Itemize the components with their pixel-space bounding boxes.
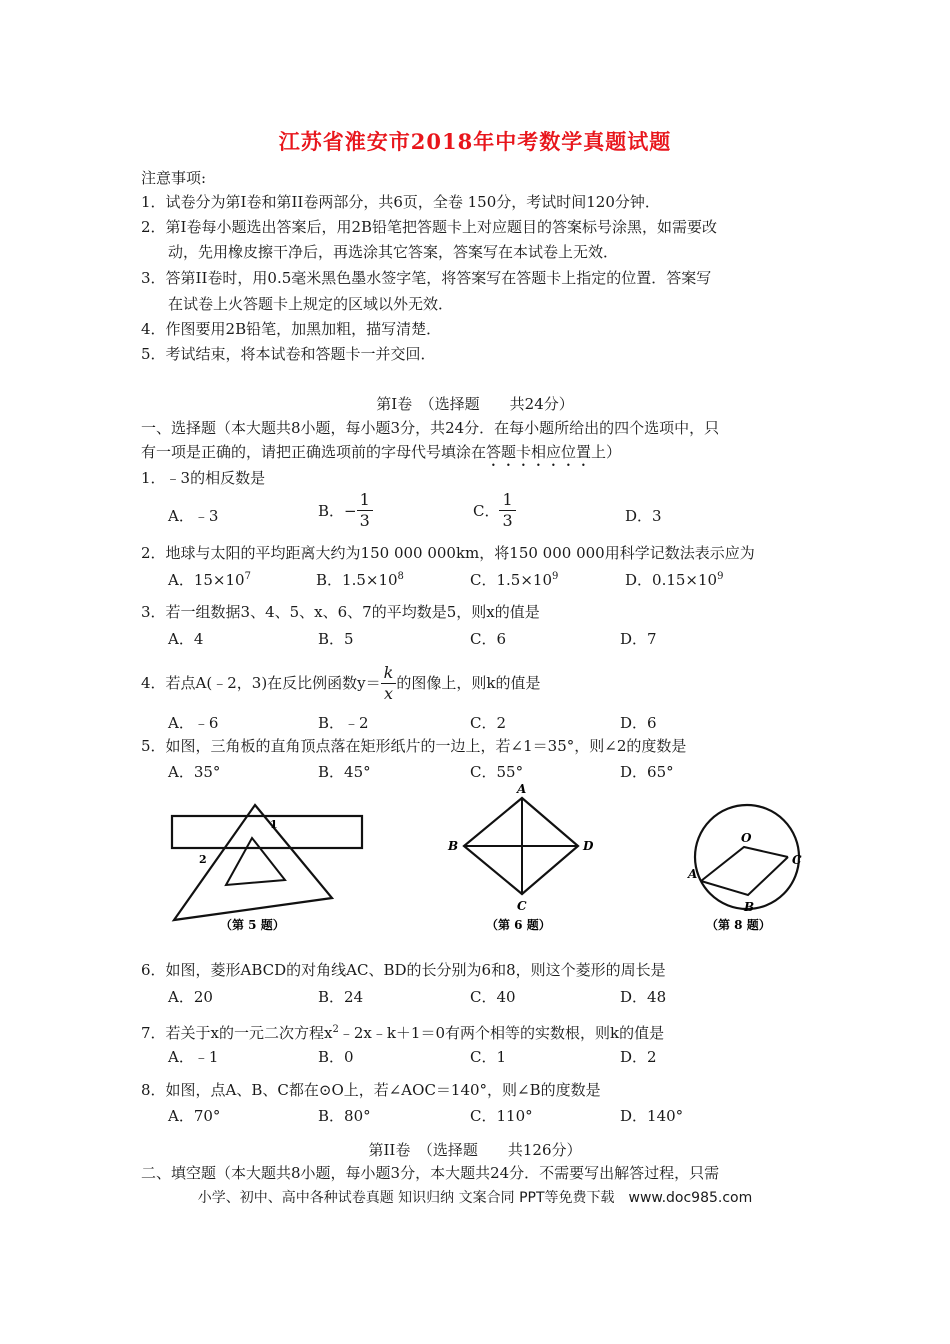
q2-option-a [168,569,251,590]
fig5-triangle-outer [174,805,332,920]
q6-option-b: B．24 [318,988,364,1006]
fig8-radii [701,847,788,881]
q5-option-d: D．65° [620,763,674,781]
q5-option-c: C．55° [470,763,524,781]
fig8-circle [695,805,799,909]
q2-a-base: A．15×10 [168,571,245,589]
q3-stem: 3．若一组数据3、4、5、x、6、7的平均数是5，则x的值是 [141,603,540,621]
fig5-label-2: 2 [199,853,207,866]
q6-option-a: A．20 [168,988,213,1006]
q8-option-c: C．110° [470,1107,533,1125]
q2-option-b [316,569,404,590]
q1-c-den: 3 [502,511,513,530]
notice-item: 3．答第II卷时，用0.5毫米黑色墨水签字笔，将答案写在答题卡上指定的位置．答案写 [141,269,712,287]
q3-option-a: A．4 [168,630,204,648]
fig6-label-a: A [517,782,527,796]
part2-instructions: 二、填空题（本大题共8小题，每小题3分，本大题共24分．不需要写出解答过程，只需 [141,1164,720,1182]
fig8-label-b: B [744,900,755,914]
q3-option-c: C．6 [470,630,507,648]
fig8-caption: （第 8 题） [706,918,771,932]
fig6-label-c: C [517,899,527,913]
q4-stem-b: 的图像上，则k的值是 [396,674,541,692]
q4-num: k [381,663,397,684]
q8-stem: 8．如图，点A、B、C都在⊙O上，若∠AOC＝140°，则∠B的度数是 [141,1081,601,1099]
q4-fraction [381,663,397,704]
q1-b-fraction [357,490,373,531]
q1-b-num: 1 [357,490,373,511]
q7-option-a: A．﹣1 [168,1048,219,1066]
fig5-triangle-inner [226,838,285,885]
q7-stem-exp: 2 [332,1024,339,1035]
q1-stem: 1．﹣3的相反数是 [141,469,266,487]
notice-heading: 注意事项: [141,169,207,187]
q8-option-b: B．80° [318,1107,371,1125]
q5-stem: 5．如图，三角板的直角顶点落在矩形纸片的一边上，若∠1＝35°，则∠2的度数是 [141,737,687,755]
q1-option-c [473,490,516,531]
q3-option-d: D．7 [620,630,657,648]
q5-option-b: B．45° [318,763,371,781]
q6-option-d: D．48 [620,988,667,1006]
fig8-label-a: A [688,867,698,881]
q2-option-c [470,569,558,590]
q7-stem [141,1020,664,1043]
fig8-chords [701,857,788,895]
notice-item: 1．试卷分为第Ⅰ卷和第II卷两部分，共6页，全卷 150分，考试时间120分钟． [141,193,660,211]
q2-option-d [625,569,723,590]
q7-stem-a: 7．若关于x的一元二次方程x [141,1024,333,1042]
q4-option-d: D．6 [620,714,657,732]
fig6-label-d: D [583,839,594,853]
notice-item: 4．作图要用2B铅笔，加黑加粗，描写清楚． [141,320,442,338]
instr-text: 有一项是正确的，请把正确选项前的字母代号填涂在 [141,443,487,461]
q1-option-d: D．3 [625,507,662,525]
q8-option-a: A．70° [168,1107,221,1125]
part2-heading: 第II卷 （选择题 共126分） [368,1141,582,1159]
notice-item: 动，先用橡皮擦干净后，再选涂其它答案，答案写在本试卷上无效． [168,243,619,261]
exam-title: 江苏省淮安市2018年中考数学真题试题 [278,129,672,154]
fig5-caption: （第 5 题） [220,918,285,932]
q7-option-b: B．0 [318,1048,354,1066]
part1-heading: 第Ⅰ卷 （选择题 共24分） [376,395,574,413]
footer-watermark: 小学、初中、高中各种试卷真题 知识归纳 文案合同 PPT等免费下载 www.doc985.com [197,1190,753,1206]
q7-stem-b: ﹣2x﹣k＋1＝0有两个相等的实数根，则k的值是 [338,1024,665,1042]
q1-c-fraction [499,490,515,531]
q2-b-exp: 8 [397,571,404,582]
q1-option-a: A．﹣3 [168,507,219,525]
q2-c-exp: 9 [552,571,559,582]
q1-b-prefix: B．− [318,502,357,520]
notice-item: 2．第Ⅰ卷每小题选出答案后，用2B铅笔把答题卡上对应题目的答案标号涂黑，如需要改 [141,218,718,236]
figure-6 [440,780,610,940]
part1-instructions-2 [141,442,621,470]
q7-option-d: D．2 [620,1048,657,1066]
q3-option-b: B．5 [318,630,354,648]
part1-instructions: 一、选择题（本大题共8小题，每小题3分，共24分．在每小题所给出的四个选项中，只 [141,419,720,437]
fig8-label-c: C [792,853,802,867]
q4-option-c: C．2 [470,714,507,732]
q6-option-c: C．40 [470,988,516,1006]
q1-c-num: 1 [499,490,515,511]
q1-c-prefix: C． [473,502,500,520]
instr-emphasis: 答题卡相应位置 [486,443,592,461]
q2-c-base: C．1.5×10 [470,571,552,589]
q4-option-b: B．﹣2 [318,714,369,732]
q2-stem: 2．地球与太阳的平均距离大约为150 000 000km，将150 000 000用科学记数法表示应为 [141,544,755,562]
notice-item: 在试卷上火答题卡上规定的区域以外无效． [168,295,454,313]
q6-stem: 6．如图，菱形ABCD的对角线AC、BD的长分别为6和8，则这个菱形的周长是 [141,961,666,979]
figure-8 [680,780,810,940]
instr-text-end: 上） [591,443,622,461]
fig6-label-b: B [448,839,459,853]
q7-option-c: C．1 [470,1048,507,1066]
q1-b-den: 3 [359,511,370,530]
fig5-label-1: 1 [270,818,278,831]
fig6-caption: （第 6 题） [486,918,551,932]
q4-stem [141,660,540,705]
q2-d-exp: 9 [717,571,724,582]
q4-option-a: A．﹣6 [168,714,219,732]
q2-a-exp: 7 [244,571,251,582]
q5-option-a: A．35° [168,763,221,781]
notice-item: 5．考试结束，将本试卷和答题卡一并交回． [141,345,436,363]
fig8-label-o: O [741,831,752,845]
q2-d-base: D．0.15×10 [625,571,718,589]
q4-stem-a: 4．若点A(﹣2，3)在反比例函数y＝ [141,674,381,692]
figure-5 [160,780,370,940]
q4-den: x [383,683,394,703]
q1-option-b [318,490,373,531]
q2-b-base: B．1.5×10 [316,571,398,589]
q8-option-d: D．140° [620,1107,684,1125]
